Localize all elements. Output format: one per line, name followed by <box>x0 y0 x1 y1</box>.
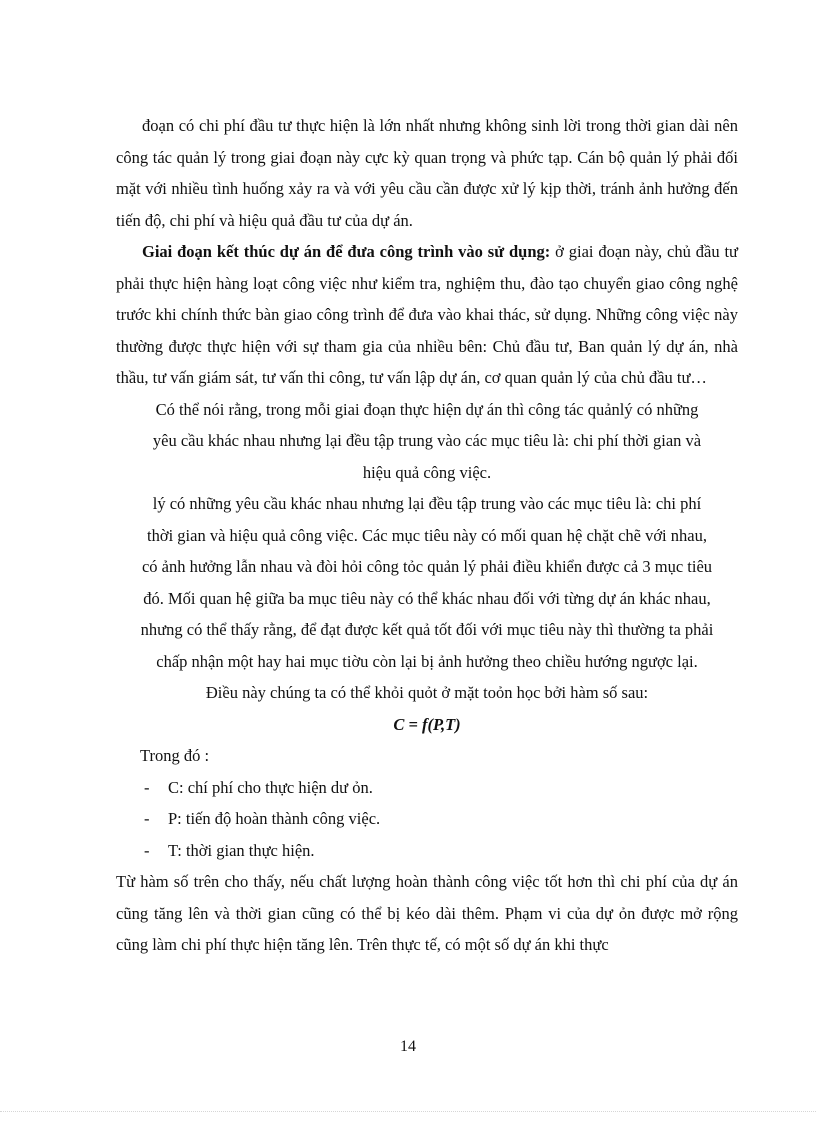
list-dash: - <box>144 777 150 797</box>
list-item <box>116 772 738 804</box>
where-label: Trong đó : <box>140 746 210 765</box>
list-item-text: T: thời gian thực hiện. <box>168 840 315 860</box>
paragraph-closing-phase <box>116 236 738 394</box>
centered-line-3: hiệu quả công việc. <box>362 462 492 482</box>
objectives-line-1: lý có những yêu cầu khác nhau nhưng lại đều tập trung vào các mục tiêu là: chi phí <box>152 494 702 513</box>
body-text <box>116 110 738 961</box>
objectives-line-7: Điều này chúng ta có thể khỏi quỏt ở mặt toỏn học bởi hàm số sau: <box>205 683 649 702</box>
objectives-line-6: chấp nhận một hay hai mục tiờu còn lại bị ảnh hưởng theo chiều hướng ngược lại. <box>156 651 698 671</box>
list-item <box>116 835 738 867</box>
page-number: 14 <box>400 1038 416 1055</box>
closing-phase-text: ở giai đoạn này, chủ đầu tư phải thực hiện hàng loạt công việc như kiểm tra, nghiệm thu, đào tạo chuyển giao công nghệ trước khi chính thức bàn giao công trình để đưa vào khai thác, sử dụng. Những công việc này thường được thực hiện với sự tham gia của nhiều bên: Chủ đầu tư, Ban quản lý dự án, nhà thầu, tư vấn giám sát, tư vấn thi công, tư vấn lập dự án, cơ quan quản lý của chủ đầu tư… <box>116 242 738 387</box>
paragraph-implementation-phase: đoạn có chi phí đầu tư thực hiện là lớn nhất nhưng không sinh lời trong thời gian dài nên công tác quản lý trong giai đoạn này cực kỳ quan trọng và phức tạp. Cán bộ quản lý phải đối mặt với nhiều tình huống xảy ra và với yêu cầu cần được xử lý kịp thời, tránh ảnh hưởng đến tiến độ, chi phí và hiệu quả đầu tư của dự án. <box>116 116 738 230</box>
list-item-text: C: chí phí cho thực hiện dư ỏn. <box>168 777 373 797</box>
centered-line-2: yêu cầu khác nhau nhưng lại đều tập trung vào các mục tiêu là: chi phí thời gian và <box>152 431 702 450</box>
page-bottom-rule <box>0 1111 816 1112</box>
paragraph-cost-analysis: Từ hàm số trên cho thấy, nếu chất lượng hoàn thành công việc tốt hơn thì chi phí của dự án cũng tăng lên và thời gian cũng có thể bị kéo dài thêm. Phạm vi của dự ỏn được mở rộng cũng làm chi phí thực hiện tăng lên. Trên thực tế, có một số dự án khi thực <box>116 872 738 954</box>
objectives-line-2: thời gian và hiệu quả công việc. Các mục tiêu này có mối quan hệ chặt chẽ với nhau, <box>147 525 707 545</box>
list-dash: - <box>144 840 150 860</box>
list-dash: - <box>144 809 150 828</box>
centered-line-1: Có thể nói rằng, trong mỗi giai đoạn thực hiện dự án thì công tác quảnlý có những <box>155 399 699 419</box>
list-item-text: P: tiến độ hoàn thành công việc. <box>168 809 381 828</box>
objectives-line-5: nhưng có thể thấy rằng, để đạt được kết quả tốt đối với mục tiêu này thì thường ta phải <box>140 620 714 639</box>
list-item <box>116 803 738 835</box>
objectives-line-4: đó. Mối quan hệ giữa ba mục tiêu này có thể khác nhau đối với từng dự án khác nhau, <box>143 588 711 608</box>
formula: C = f(P,T) <box>393 714 461 734</box>
objectives-line-3: có ảnh hưởng lẫn nhau và đòi hỏi công tỏc quản lý phải điều khiển được cả 3 mục tiêu <box>141 557 713 576</box>
closing-phase-heading: Giai đoạn kết thúc dự án để đưa công trình vào sử dụng: <box>142 242 551 261</box>
